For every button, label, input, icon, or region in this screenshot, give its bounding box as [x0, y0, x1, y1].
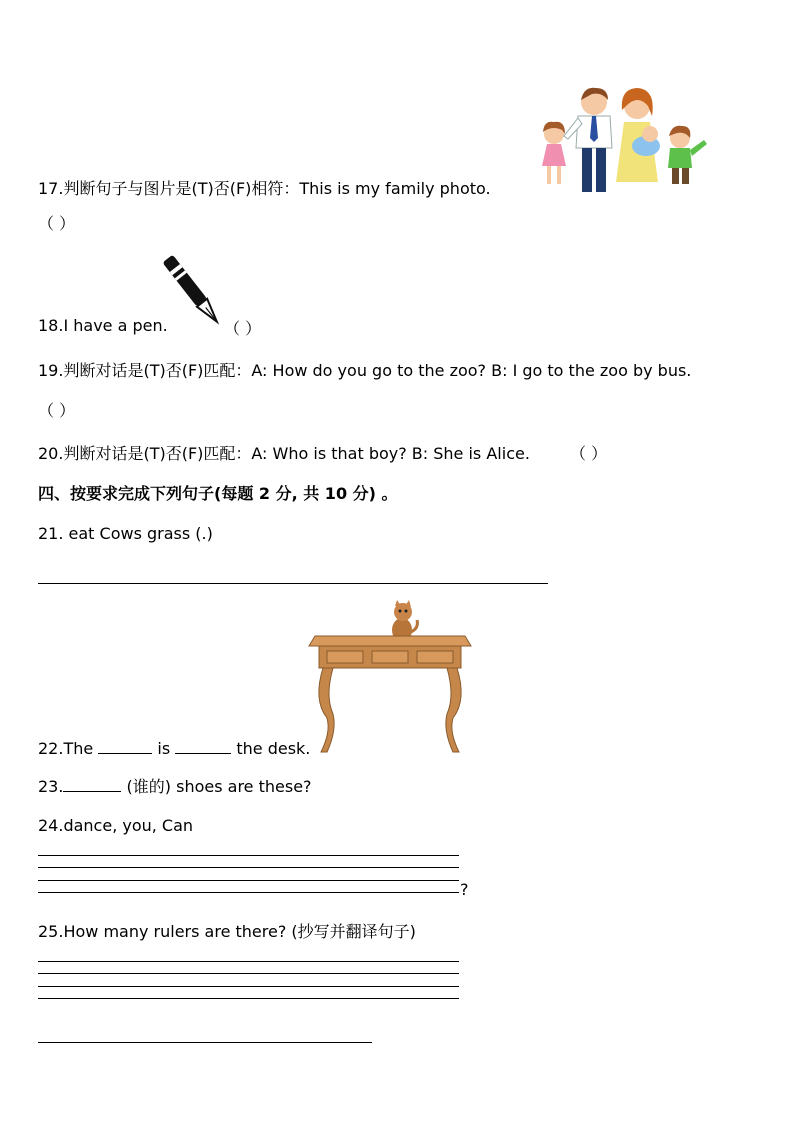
question-24-end-mark: ?: [460, 880, 469, 899]
blank-22b[interactable]: [175, 739, 231, 754]
question-18: [38, 316, 168, 335]
question-21: 21. eat Cows grass (.): [38, 524, 213, 543]
blank-22a[interactable]: [98, 739, 152, 754]
answer-line-25d[interactable]: [38, 998, 459, 999]
answer-line-21[interactable]: [38, 583, 548, 584]
desk-with-cat-illustration: [305, 600, 475, 755]
question-17-text: 17.判断句子与图片是(T)否(F)相符：This is my family photo.: [38, 179, 491, 198]
question-20-answer[interactable]: （ ）: [570, 444, 608, 463]
fountain-pen-illustration: [160, 250, 226, 334]
answer-line-25b[interactable]: [38, 973, 459, 974]
question-19-answer[interactable]: （ ）: [38, 401, 76, 420]
question-23-suffix: (谁的) shoes are these?: [126, 777, 312, 796]
question-17-answer[interactable]: （ ）: [38, 214, 76, 233]
question-22-prefix: 22.The: [38, 739, 94, 758]
question-18-answer[interactable]: （ ）: [224, 319, 262, 338]
question-17: [38, 176, 491, 199]
question-18-text: 18.I have a pen.: [38, 316, 168, 335]
question-19: 19.判断对话是(T)否(F)匹配：A: How do you go to the zoo? B: I go to the zoo by bus.: [38, 361, 692, 380]
family-illustration: [532, 82, 712, 194]
question-22: [38, 739, 310, 758]
question-20: 20.判断对话是(T)否(F)匹配：A: Who is that boy? B: She is Alice.: [38, 444, 530, 463]
question-22-mid: is: [157, 739, 171, 758]
answer-line-25c[interactable]: [38, 986, 459, 987]
question-22-suffix: the desk.: [236, 739, 311, 758]
question-23-prefix: 23.: [38, 777, 64, 796]
answer-line-24b[interactable]: [38, 867, 459, 868]
blank-23[interactable]: [63, 777, 121, 792]
answer-line-24a[interactable]: [38, 855, 459, 856]
question-23: [38, 774, 312, 797]
answer-line-24c[interactable]: [38, 880, 459, 881]
section-4-heading: 四、按要求完成下列句子(每题 2 分, 共 10 分) 。: [38, 484, 398, 503]
answer-line-25a[interactable]: [38, 961, 459, 962]
answer-line-24d[interactable]: [38, 892, 459, 893]
answer-line-25-translation[interactable]: [38, 1042, 372, 1043]
question-24: 24.dance, you, Can: [38, 816, 194, 835]
question-25: 25.How many rulers are there? (抄写并翻译句子): [38, 922, 416, 941]
